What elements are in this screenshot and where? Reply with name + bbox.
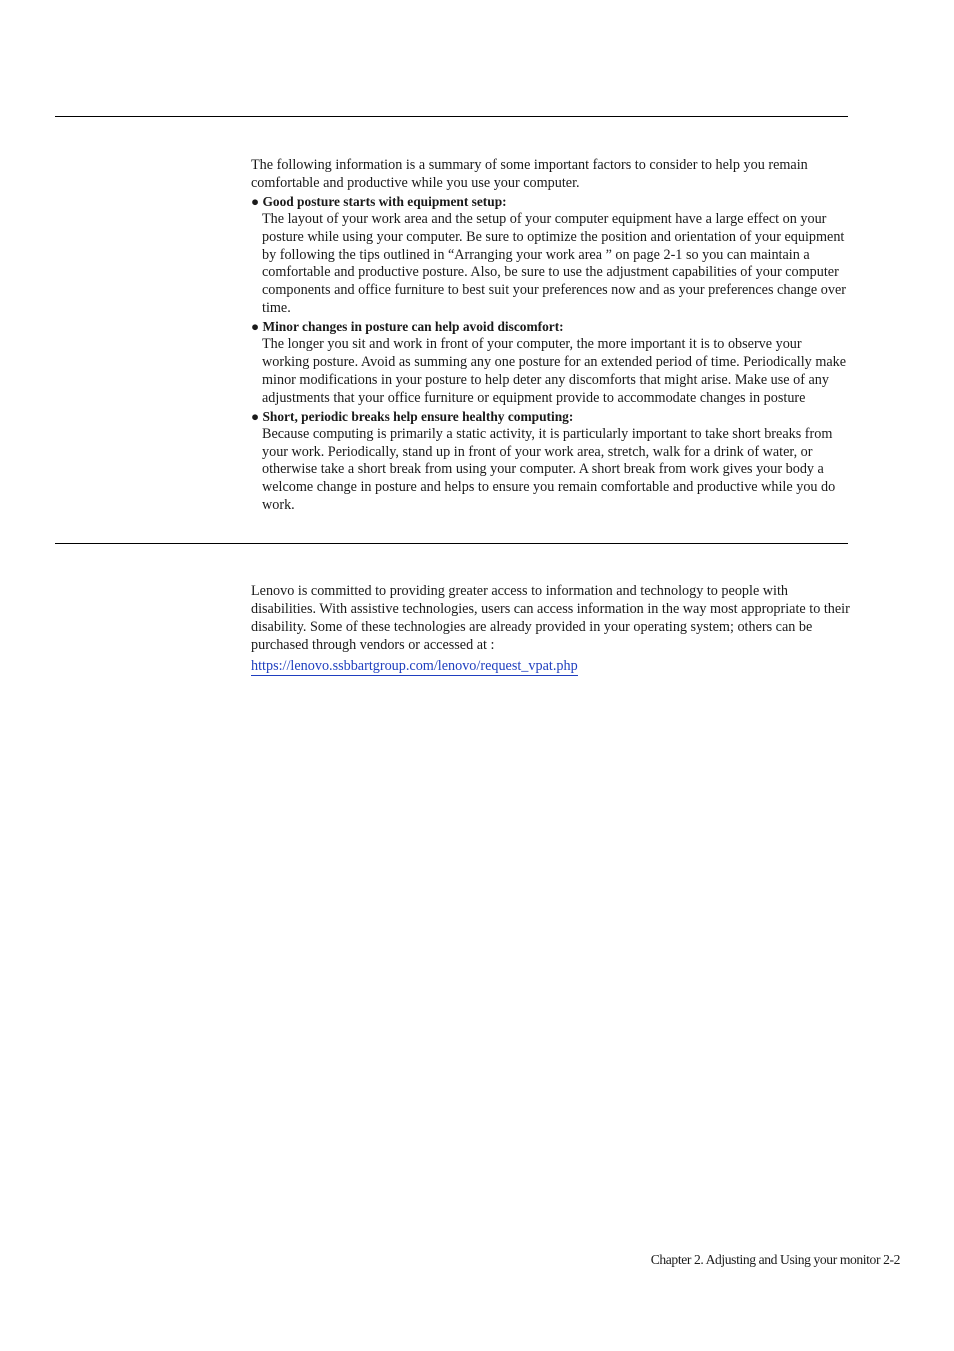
bullet-body-posture: The layout of your work area and the setup of your computer equipment have a large effect on your posture while using your computer. Be sure to optimize the position and orientation of your equipment by following the tips outlined in “Arranging your work area ” on page 2-1 so you can maintain a comfortable and productive posture. Also, be sure to use the adjustment capabilities of your computer components and office furniture to best suit your preferences now and as your preferences change over time. bbox=[262, 210, 846, 317]
section-divider-bottom bbox=[55, 543, 848, 544]
bullet-icon: ● bbox=[251, 319, 260, 335]
bullet-heading-text: Good posture starts with equipment setup: bbox=[262, 193, 507, 209]
accessibility-text: Lenovo is committed to providing greater access to information and technology to people with disabilities. With assistive technologies, users can access information in the way most appropriate to their disability. Some of these technologies are already provided in your operating system; others can be purchased through vendors or accessed at : bbox=[251, 583, 850, 653]
accessibility-section bbox=[251, 583, 851, 676]
bullet-heading-text: Short, periodic breaks help ensure healthy computing: bbox=[262, 408, 574, 424]
bullet-heading-breaks bbox=[251, 408, 851, 426]
page-footer: Chapter 2. Adjusting and Using your monitor 2-2 bbox=[650, 1252, 900, 1267]
vpat-link[interactable]: https://lenovo.ssbbartgroup.com/lenovo/request_vpat.php bbox=[251, 657, 578, 674]
bullet-icon: ● bbox=[251, 193, 260, 209]
bullet-heading-posture bbox=[251, 193, 851, 211]
comfort-section bbox=[251, 157, 851, 515]
bullet-heading-changes bbox=[251, 318, 851, 336]
bullet-body-changes: The longer you sit and work in front of your computer, the more important it is to observe your working posture. Avoid as summing any one posture for an extended period of time. Periodically make minor modifications in your posture to help deter any discomforts that might arise. Make use of any adjustments that your office furniture or equipment provide to accommodate changes in posture bbox=[262, 336, 847, 406]
bullet-body-breaks: Because computing is primarily a static activity, it is particularly important to take short breaks from your work. Periodically, stand up in front of your work area, stretch, walk for a drink of water, or otherwise take a short break from using your computer. A short break from work gives your body a welcome change in posture and helps to ensure you remain comfortable and productive while you do work. bbox=[262, 425, 836, 514]
comfort-intro: The following information is a summary of some important factors to consider to help you remain comfortable and productive while you use your computer. bbox=[251, 157, 808, 191]
bullet-heading-text: Minor changes in posture can help avoid discomfort: bbox=[262, 319, 564, 335]
section-divider-top bbox=[55, 116, 848, 117]
bullet-icon: ● bbox=[251, 408, 260, 424]
